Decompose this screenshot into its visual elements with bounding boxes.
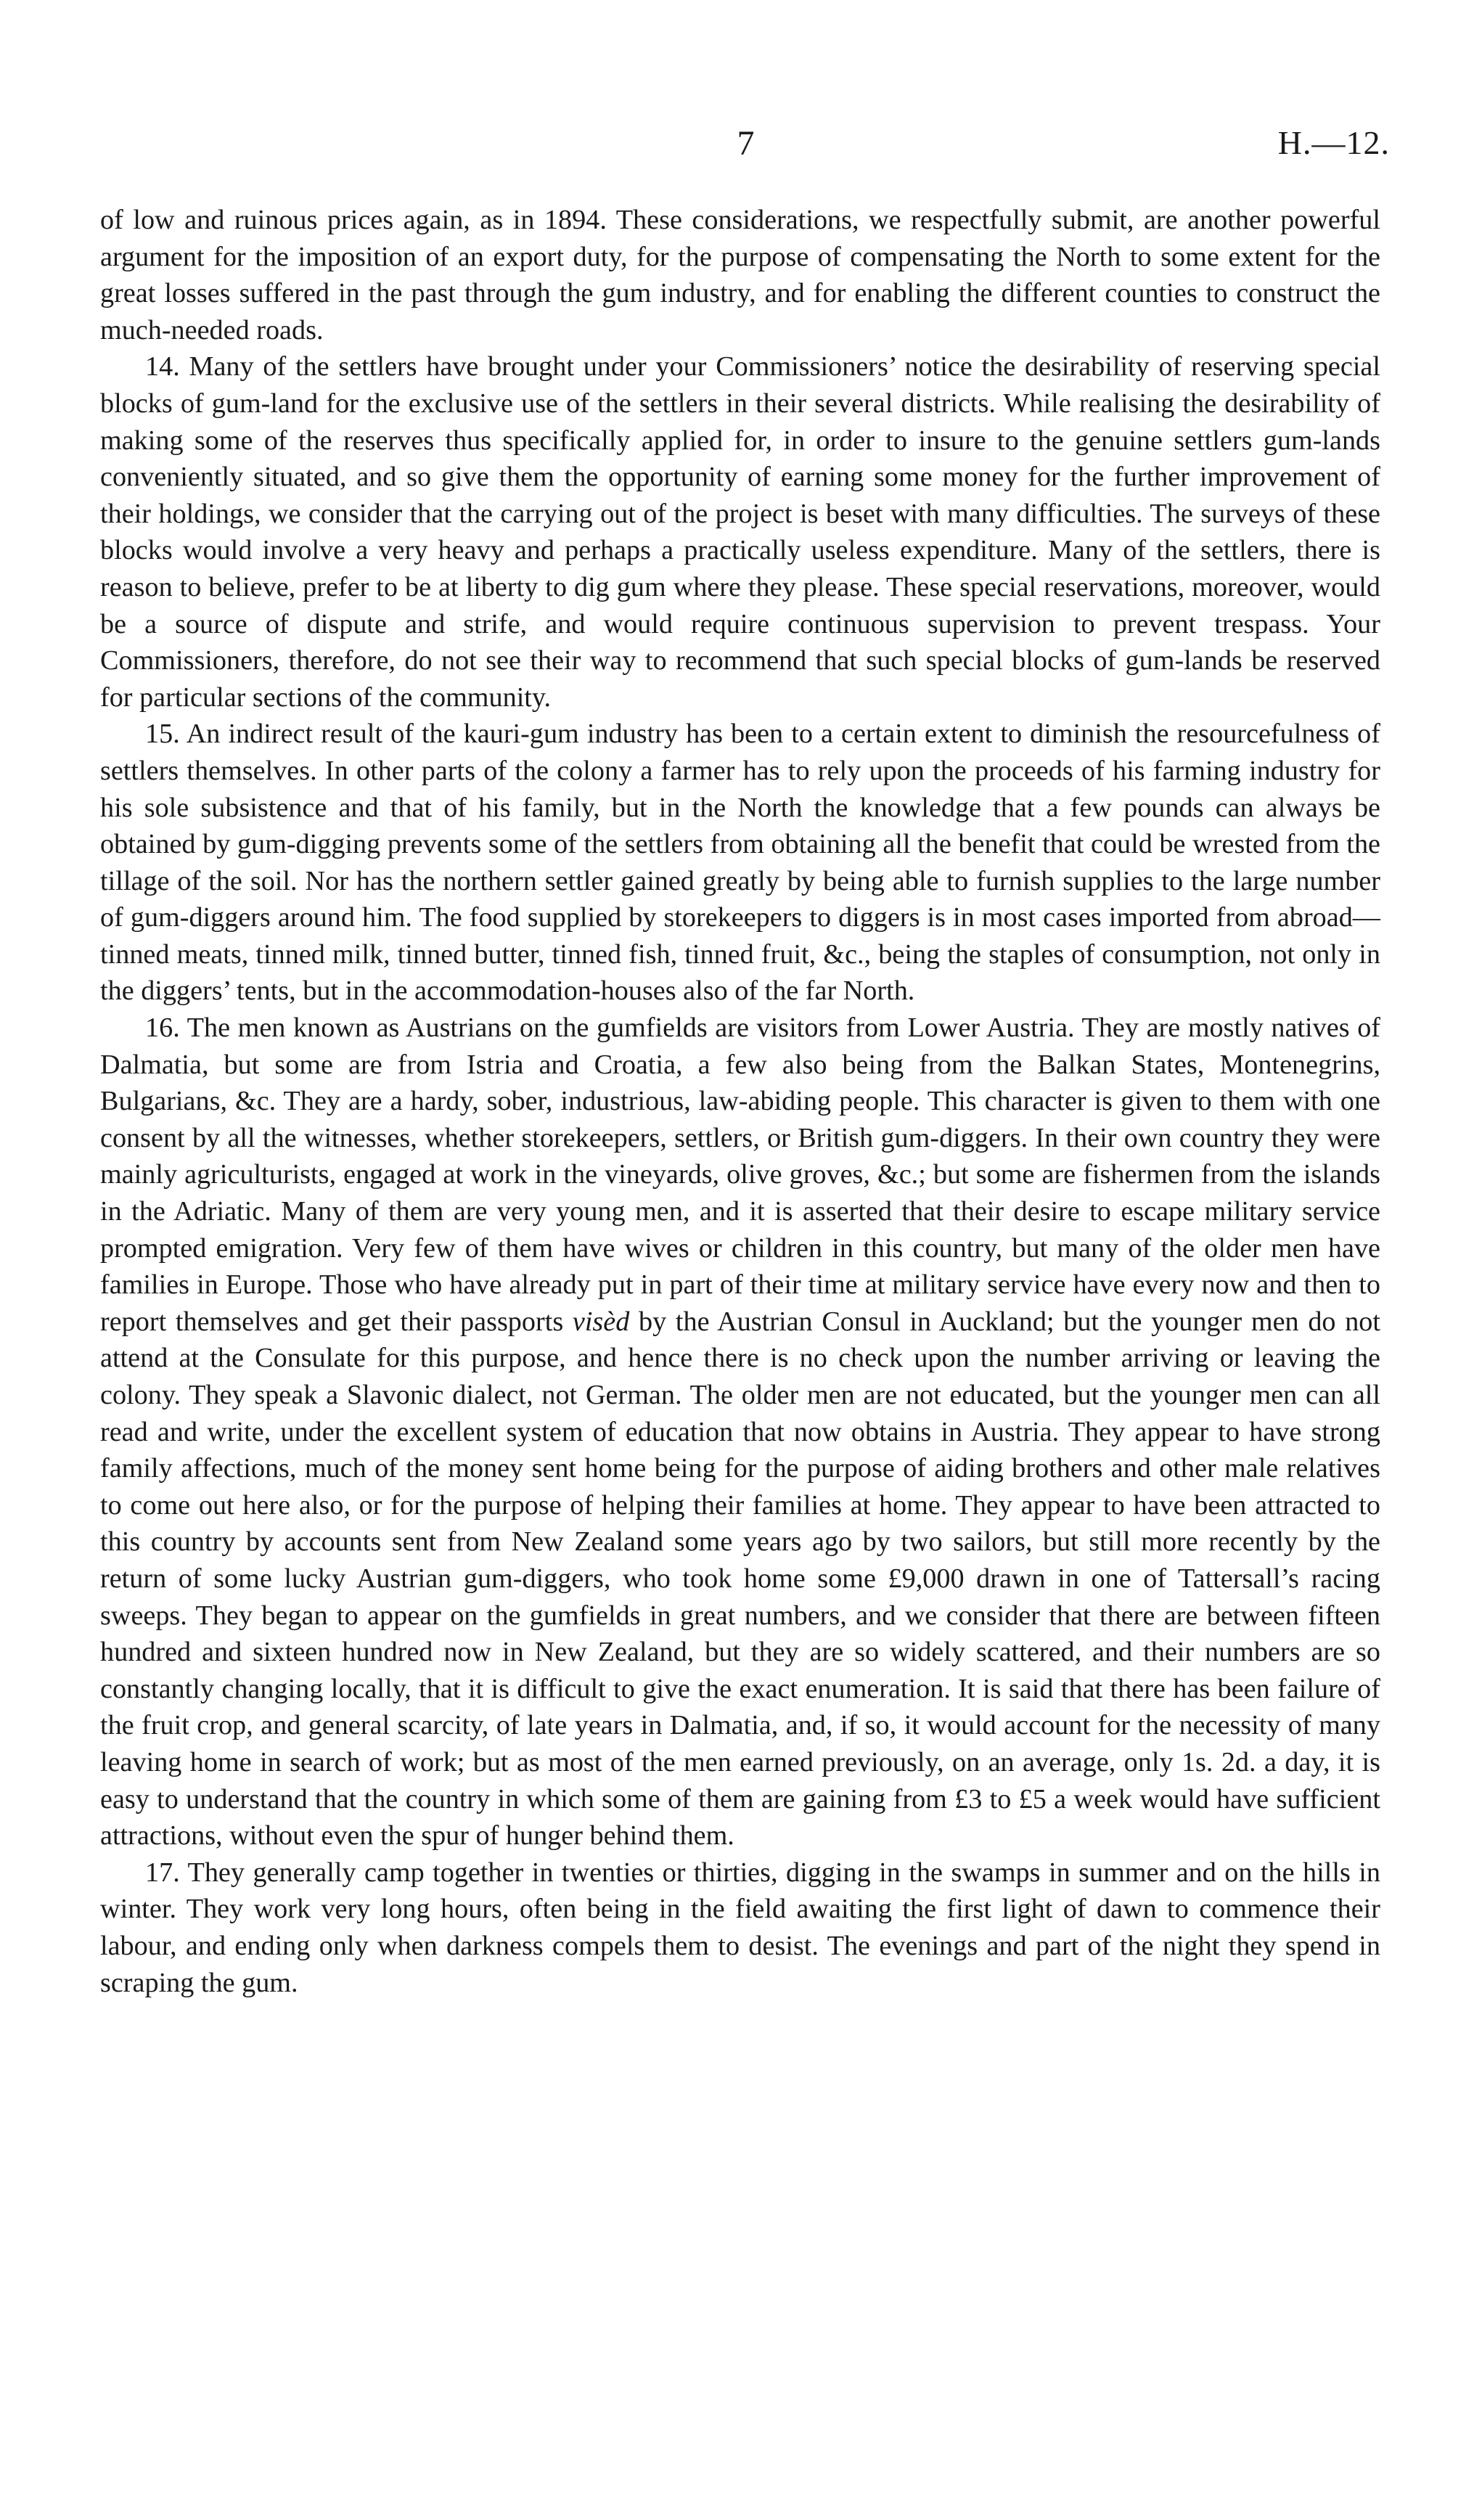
paragraph-17: 17. They generally camp together in twenties or thirties, digging in the swamps in summer and on the hills in winter. They work very long hours, often being in the field awaiting the first light of dawn to commence their labour, and ending only when darkness compels them to desist. The evenings and part of the night they spend in scraping the gum.: [100, 1857, 1380, 1998]
paragraph-16-emphasis: visèd: [572, 1306, 630, 1337]
page-header: [102, 123, 1390, 181]
paragraph-16-text-before: 16. The men known as Austrians on the gumfields are visitors from Lower Austria. They are mostly natives of Dalmatia, but some are from Istria and Croatia, a few also being from the Balkan States, Montenegrins, Bulgarians, &c. They are a hardy, sober, industrious, law-abiding people. This character is given to them with one consent by all the witnesses, whether storekeepers, settlers, or British gum-diggers. In their own country they were mainly agriculturists, engaged at work in the vineyards, olive groves, &c.; but some are fishermen from the islands in the Adriatic. Many of them are very young men, and it is asserted that their desire to escape military service prompted emigration. Very few of them have wives or children in this country, but many of the older men have families in Europe. Those who have already put in part of their time at military service have every now and then to report themselves and get their passports: [100, 1012, 1380, 1337]
page-number: 7: [737, 124, 755, 163]
paragraph-16: [100, 1010, 1380, 1854]
paragraph-14: 14. Many of the settlers have brought under your Commissioners’ notice the desirability of reserving special blocks of gum-land for the exclusive use of the settlers in their several districts. While realising the desirability of making some of the reserves thus specifically applied for, in order to insure to the genuine settlers gum-lands conveniently situated, and so give them the opportunity of earning some money for the further improvement of their holdings, we consider that the carrying out of the project is beset with many difficulties. The surveys of these blocks would involve a very heavy and perhaps a practically useless expenditure. Many of the settlers, there is reason to believe, prefer to be at liberty to dig gum where they please. These special reservations, moreover, would be a source of dispute and strife, and would require continuous supervision to prevent trespass. Your Commissioners, therefore, do not see their way to recommend that such special blocks of gum-lands be reserved for particular sections of the community.: [100, 351, 1380, 713]
body-text: [100, 202, 1380, 2001]
paragraph-16-text-after: by the Austrian Consul in Auckland; but the younger men do not attend at the Consulate for this purpose, and hence there is no check upon the number arriving or leaving the colony. They speak a Slavonic dialect, not German. The older men are not educated, but the younger men can all read and write, under the excellent system of education that now obtains in Austria. They appear to have strong family affections, much of the money sent home being for the purpose of aiding brothers and other male relatives to come out here also, or for the purpose of helping their families at home. They appear to have been attracted to this country by accounts sent from New Zealand some years ago by two sailors, but still more recently by the return of some lucky Austrian gum-diggers, who took home some £9,000 drawn in one of Tattersall’s racing sweeps. They began to appear on the gumfields in great numbers, and we consider that there are between fifteen hundred and sixteen hundred now in New Zealand, but they are so widely scattered, and their numbers are so constantly changing locally, that it is difficult to give the exact enumeration. It is said that there has been failure of the fruit crop, and general scarcity, of late years in Dalmatia, and, if so, it would account for the necessity of many leaving home in search of work; but as most of the men earned previously, on an average, only 1s. 2d. a day, it is easy to understand that the country in which some of them are gaining from £3 to £5 a week would have sufficient attractions, without even the spur of hunger behind them.: [100, 1306, 1380, 1852]
paragraph-15: 15. An indirect result of the kauri-gum industry has been to a certain extent to diminish the resourcefulness of settlers themselves. In other parts of the colony a farmer has to rely upon the proceeds of his farming industry for his sole subsistence and that of his family, but in the North the knowledge that a few pounds can always be obtained by gum-digging prevents some of the settlers from obtaining all the benefit that could be wrested from the tillage of the soil. Nor has the northern settler gained greatly by being able to furnish supplies to the large number of gum-diggers around him. The food supplied by storekeepers to diggers is in most cases imported from abroad—tinned meats, tinned milk, tinned butter, tinned fish, tinned fruit, &c., being the staples of consumption, not only in the diggers’ tents, but in the accommodation-houses also of the far North.: [100, 719, 1380, 1007]
paragraph-continuation: of low and ruinous prices again, as in 1894. These considerations, we respectfully submit, are another powerful argument for the imposition of an export duty, for the purpose of compensating the North to some extent for the great losses suffered in the past through the gum industry, and for enabling the different counties to construct the much-needed roads.: [100, 205, 1380, 345]
document-reference: H.—12.: [1277, 124, 1390, 161]
